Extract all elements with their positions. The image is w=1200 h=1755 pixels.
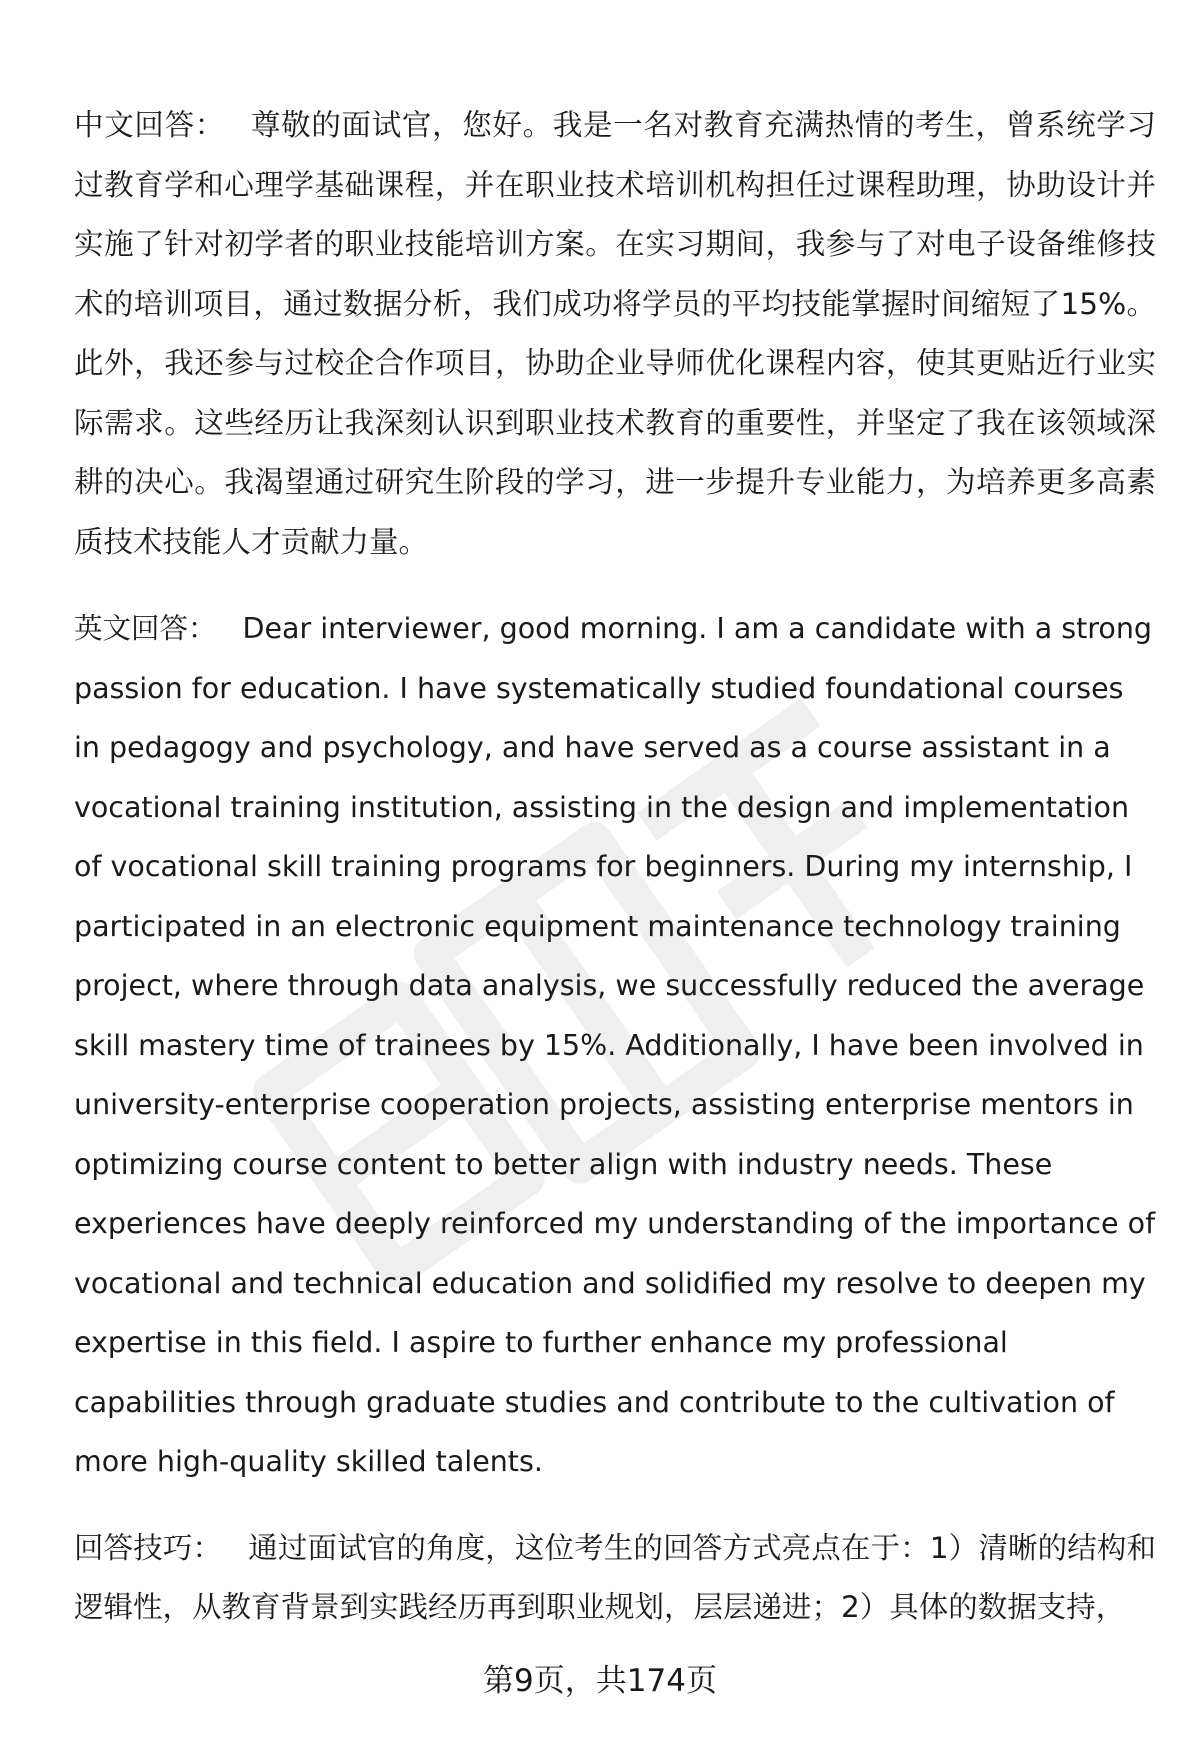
section-label: 英文回答： (74, 612, 217, 645)
section-answer-tips (74, 1519, 1156, 1638)
section-label: 中文回答： (74, 108, 225, 142)
section-chinese-answer (74, 96, 1156, 572)
section-text: Dear interviewer, good morning. I am a candidate with a strong passion for education. I have systematically studied foundational courses in pedagogy and psychology, and have served as a course assistant in a vocational training institution, assisting in the design and implementation of vocational skill training programs for beginners. During my internship, I participated in an electronic equipment maintenance technology training project, where through data analysis, we successfully reduced the average skill mastery time of trainees by 15%. Additionally, I have been involved in university-enterprise cooperation projects, assisting enterprise mentors in optimizing course content to better align with industry needs. These experiences have deeply reinforced my understanding of the importance of vocational and technical education and solidified my resolve to deepen my expertise in this field. I aspire to further enhance my professional capabilities through graduate studies and contribute to the cultivation of more high-quality skilled talents. (74, 612, 1156, 1478)
section-label: 回答技巧： (74, 1530, 223, 1565)
section-text: 尊敬的面试官，您好。我是一名对教育充满热情的考生，曾系统学习过教育学和心理学基础课程，并在职业技术培训机构担任过课程助理，协助设计并实施了针对初学者的职业技能培训方案。在实习期间，我参与了对电子设备维修技术的培训项目，通过数据分析，我们成功将学员的平均技能掌握时间缩短了15%。此外，我还参与过校企合作项目，协助企业导师优化课程内容，使其更贴近行业实际需求。这些经历让我深刻认识到职业技术教育的重要性，并坚定了我在该领域深耕的决心。我渴望通过研究生阶段的学习，进一步提升专业能力，为培养更多高素质技术技能人才贡献力量。 (74, 108, 1156, 559)
page-number-footer: 第9页，共174页 (483, 1663, 717, 1699)
section-english-answer (74, 599, 1156, 1492)
section-text: 通过面试官的角度，这位考生的回答方式亮点在于：1）清晰的结构和逻辑性，从教育背景到实践经历再到职业规划，层层递进；2）具体的数据支持， (74, 1530, 1156, 1624)
document-page (74, 96, 1156, 1665)
